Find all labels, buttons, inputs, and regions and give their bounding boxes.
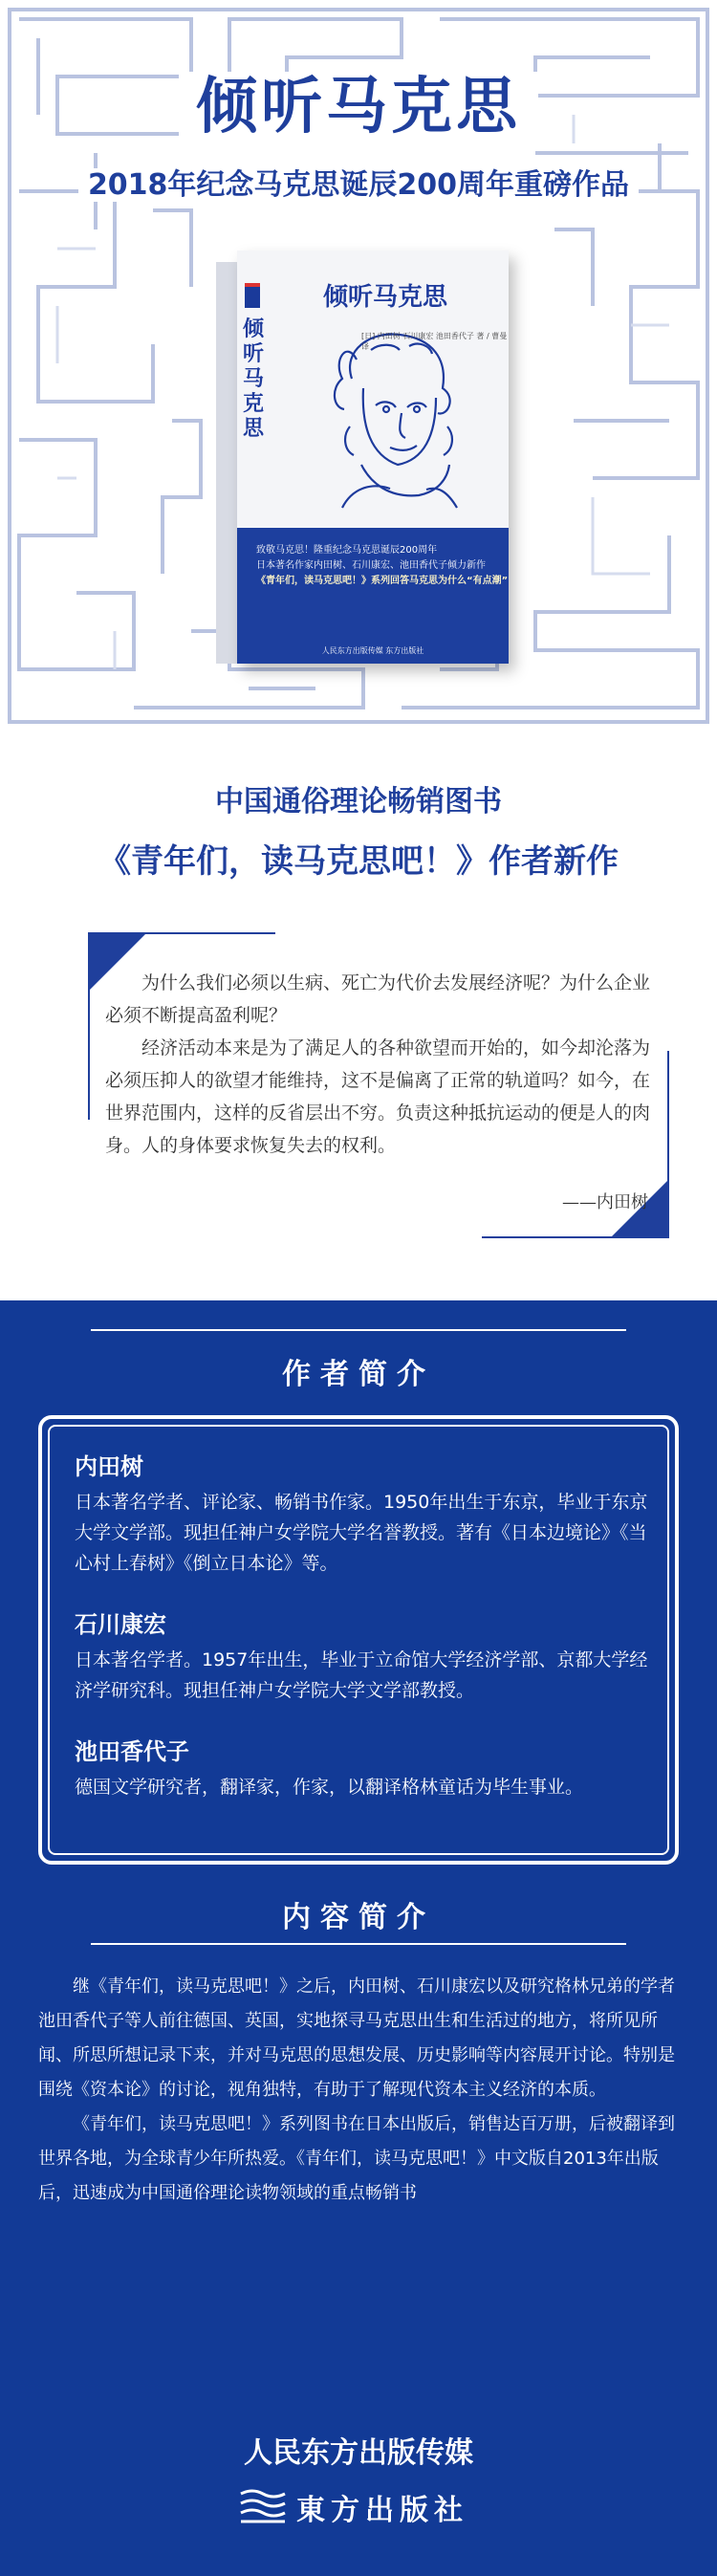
book-spine bbox=[216, 262, 239, 664]
author-name: 内田树 bbox=[75, 1453, 143, 1480]
hero-title-text: 倾听马克思 bbox=[179, 72, 538, 142]
author-name: 石川康宏 bbox=[75, 1611, 166, 1638]
author-bio: 德国文学研究者，翻译家，作家，以翻译格林童话为毕生事业。 bbox=[75, 1777, 584, 1798]
book-front bbox=[237, 251, 509, 664]
publisher-name: 東方出版社 bbox=[296, 2494, 468, 2527]
content-paragraph: 继《青年们，读马克思吧！》之后，内田树、石川康宏以及研究格林兄弟的学者池田香代子等人前往德国、英国，实地探寻马克思出生和生活过的地方，将所见所闻、所思所想记录下来，并对马克思的思想发展、历史影响等内容展开讨论。特别是围绕《资本论》的讨论，视角独特，有助于了解现代资本主义经济的本质。 bbox=[38, 1976, 675, 2100]
hero-subtitle-text: 2018年纪念马克思诞辰200周年重磅作品 bbox=[78, 168, 639, 202]
author-list bbox=[75, 1448, 658, 1829]
frame-line bbox=[88, 932, 90, 1120]
hero-banner bbox=[0, 0, 717, 731]
quote-text bbox=[105, 967, 658, 1162]
waves-logo-icon bbox=[239, 2486, 287, 2524]
blue-section bbox=[0, 1300, 717, 2576]
author-bio: 日本著名学者、评论家、畅销书作家。1950年出生于东京，毕业于东京大学文学部。现担任神户女学院大学名誉教授。著有《日本边境论》《当心村上春树》《倒立日本论》等。 bbox=[75, 1492, 648, 1574]
book-band-line: 致敬马克思！隆重纪念马克思诞辰200周年 bbox=[256, 545, 438, 556]
author-bio: 日本著名学者。1957年出生，毕业于立命馆大学经济学部、京都大学经济学研究科。现担任神户女学院大学文学部教授。 bbox=[75, 1649, 648, 1701]
author-card bbox=[38, 1415, 679, 1865]
quote-paragraph: 经济活动本来是为了满足人的各种欲望而开始的，如今却沦落为必须压抑人的欲望才能维持，这不是偏离了正常的轨道吗？如今，在世界范围内，这样的反省层出不穷。负责这种抵抗运动的便是人的肉身。人的身体要求恢复失去的权利。 bbox=[105, 1037, 651, 1156]
section-divider bbox=[91, 1943, 626, 1945]
quote-paragraph: 为什么我们必须以生病、死亡为代价去发展经济呢？为什么企业必须不断提高盈利呢？ bbox=[105, 972, 651, 1026]
hero-title bbox=[0, 57, 717, 145]
content-section-title: 内容简介 bbox=[282, 1901, 435, 1934]
content-paragraph: 《青年们，读马克思吧！》系列图书在日本出版后，销售达百万册，后被翻译到世界各地，为全球青少年所热爱。《青年们，读马克思吧！》中文版自2013年出版后，迅速成为中国通俗理论读物领域的重点畅销书 bbox=[38, 2114, 675, 2203]
publisher-badge-icon bbox=[245, 283, 260, 308]
book-band-line: 日本著名作家内田树、石川康宏、池田香代子倾力新作 bbox=[256, 560, 486, 571]
frame-line bbox=[482, 1236, 669, 1238]
book-cover bbox=[216, 251, 509, 664]
frame-line bbox=[88, 932, 275, 934]
book-band-line: 《青年们，读马克思吧！》系列回答马克思为什么“有点潮” bbox=[256, 576, 509, 586]
book-title: 倾听马克思 bbox=[323, 283, 448, 312]
quote-author: ——内田树 bbox=[562, 1192, 648, 1212]
hero-subtitle bbox=[0, 161, 717, 203]
book-band bbox=[237, 528, 509, 664]
authors-section-title: 作者简介 bbox=[282, 1358, 435, 1391]
intro-headline-series: 《青年们，读马克思吧！》作者新作 bbox=[98, 842, 619, 881]
content-text bbox=[38, 1970, 679, 2211]
intro-section bbox=[0, 731, 717, 1300]
publisher-logo bbox=[239, 2484, 488, 2528]
book-publisher: 人民东方出版传媒 东方出版社 bbox=[321, 646, 424, 655]
book-authors: [日] 内田树 石川康宏 池田香代子 著 / 曹曼 译 bbox=[361, 332, 508, 351]
section-divider bbox=[91, 1329, 626, 1331]
author-name: 池田香代子 bbox=[75, 1738, 189, 1765]
publisher-group-name: 人民东方出版传媒 bbox=[244, 2436, 473, 2470]
frame-line bbox=[667, 1051, 669, 1238]
book-title-vertical: 倾听马克思 bbox=[243, 317, 265, 441]
quote-box bbox=[88, 932, 669, 1238]
intro-headline: 中国通俗理论畅销图书 bbox=[215, 785, 502, 819]
